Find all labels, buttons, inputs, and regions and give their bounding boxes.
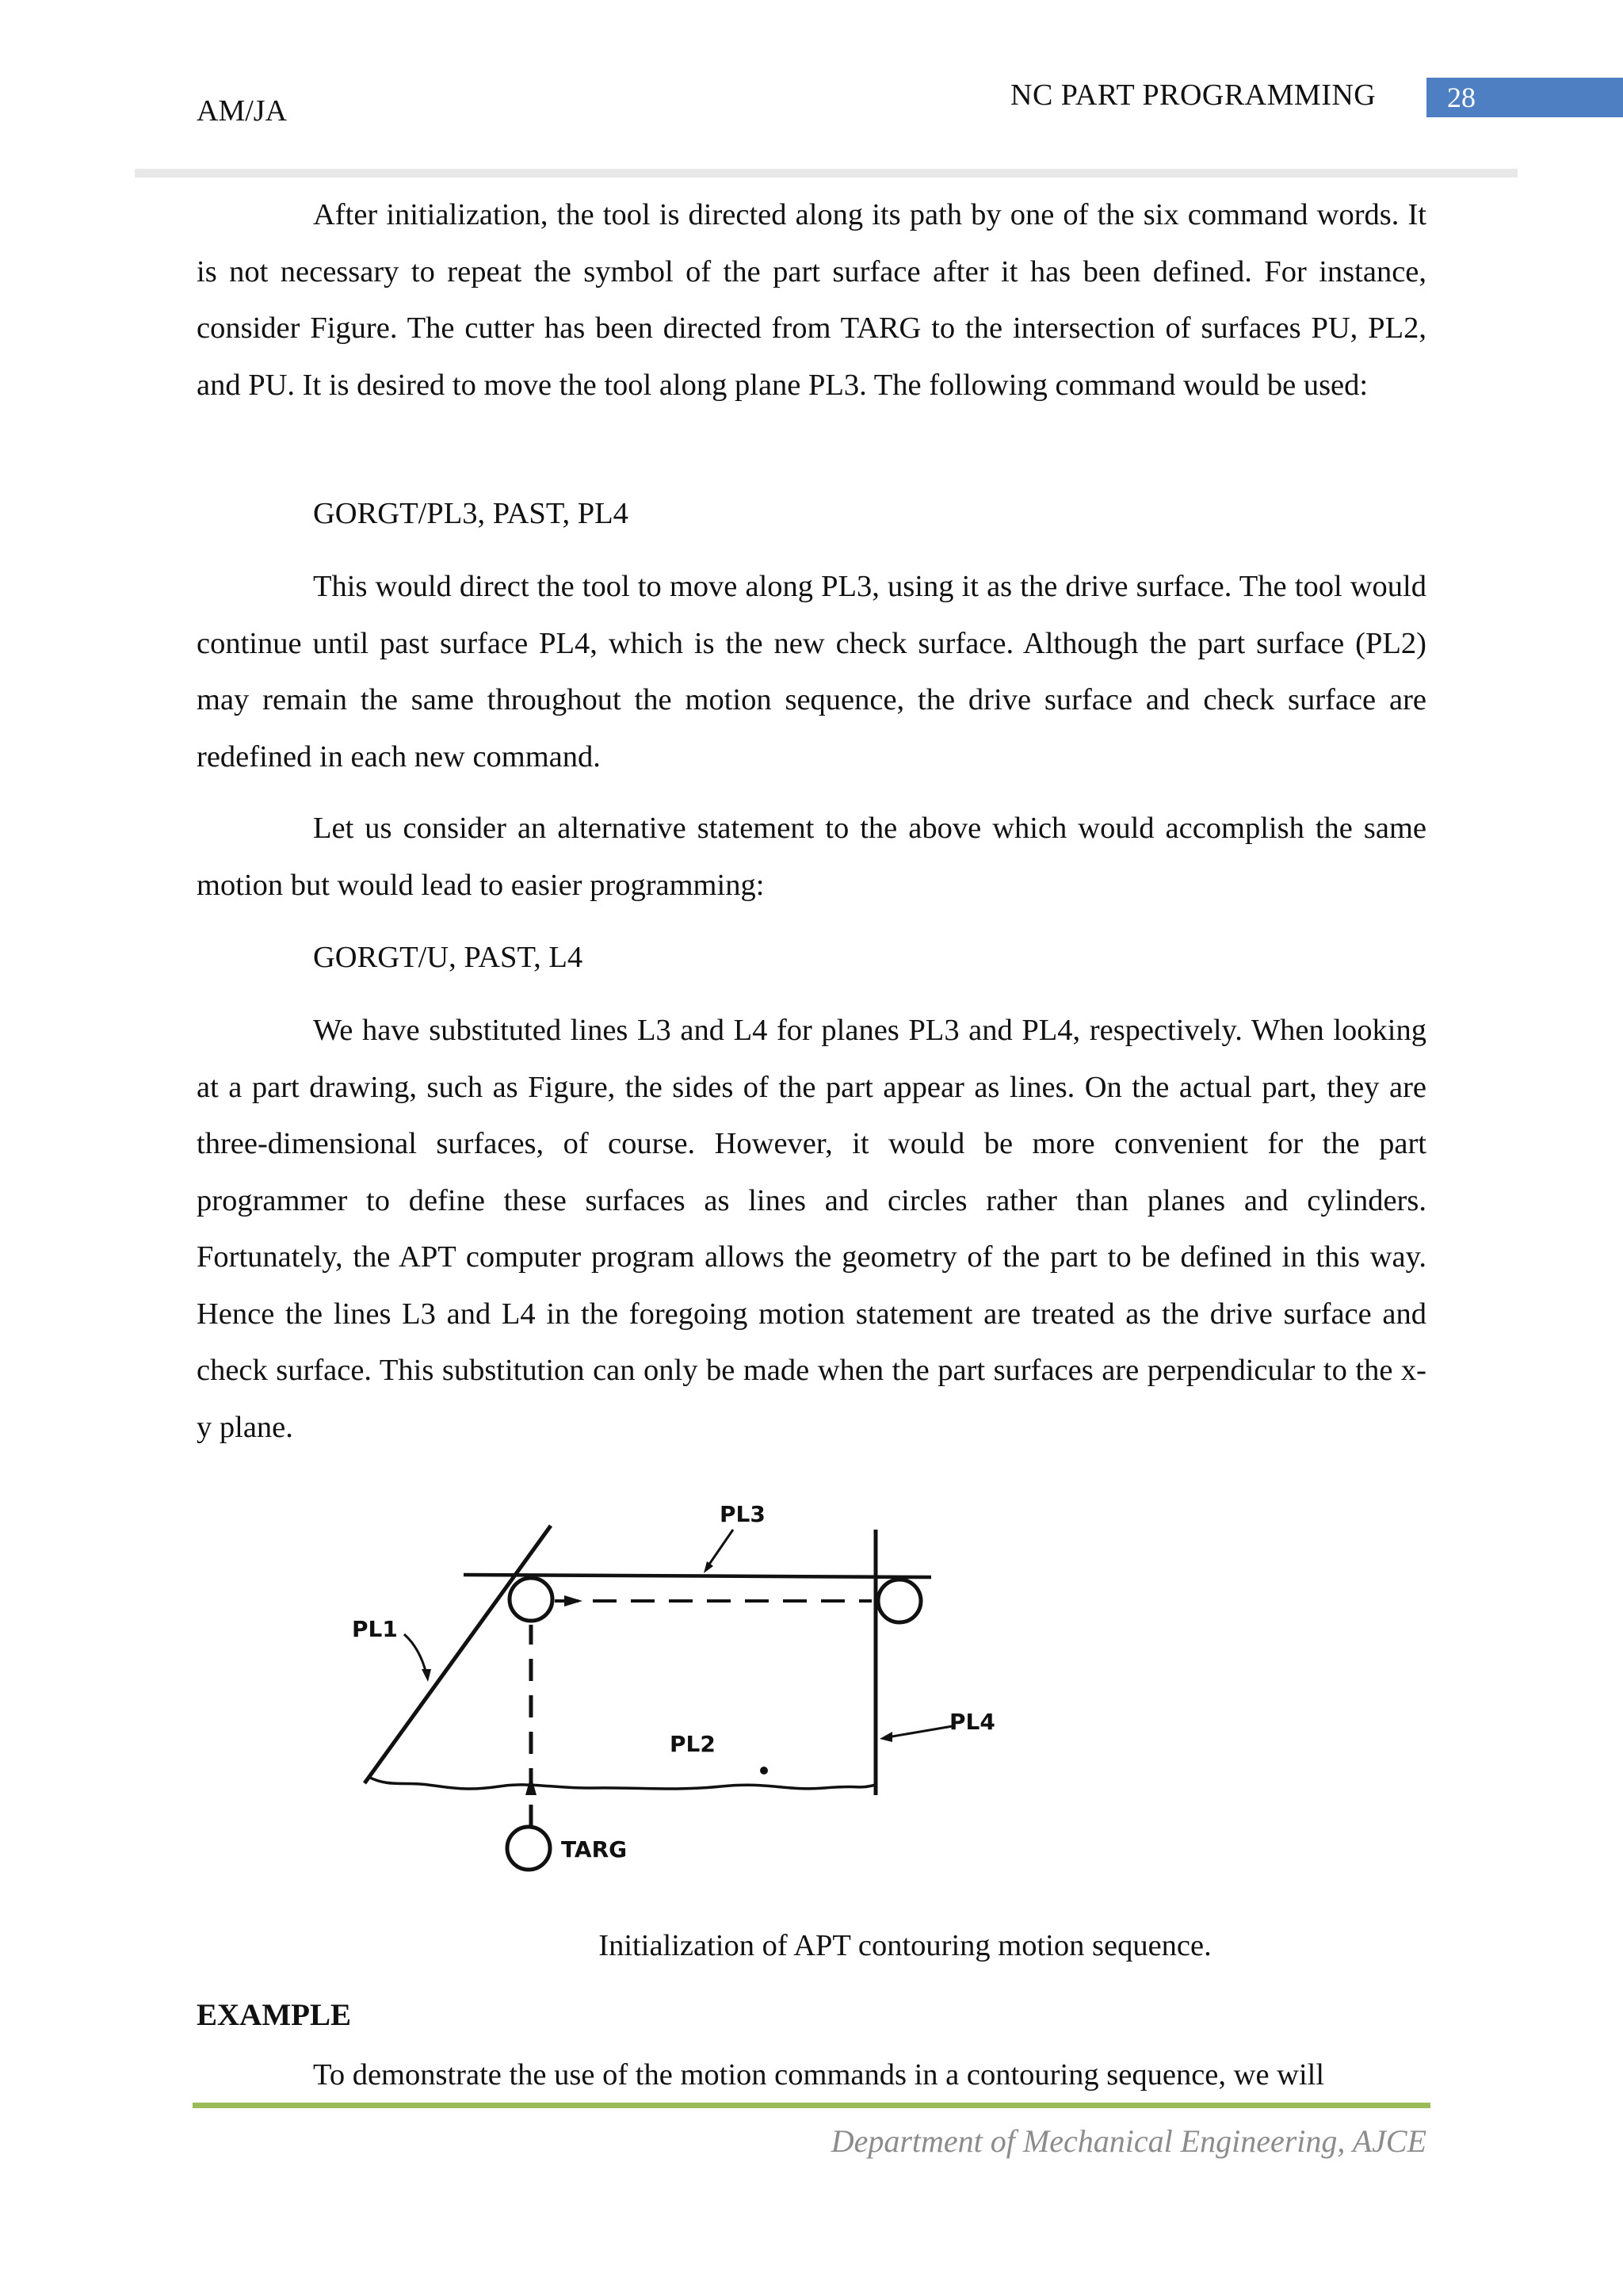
page-number-badge: 28	[1426, 78, 1623, 117]
paragraph-4: We have substituted lines L3 and L4 for planes PL3 and PL4, respectively. When looking at a part drawing, such as Figure, the sides of the part appear as lines. On the actual part, they are three-dimensional surfaces, of course. However, it would be more convenient for the part programmer to define these surfaces as lines and circles rather than planes and cylinders. Fortunately, the APT computer program allows the geometry of the part to be defined in this way. Hence the lines L3 and L4 in the foregoing motion statement are treated as the drive surface and check surface. This substitution can only be made when the part surfaces are perpendicular to the x-y plane.	[197, 1014, 1426, 1444]
header-author: AM/JA	[197, 94, 288, 128]
label-pl1: PL1	[352, 1616, 398, 1642]
pl2-boundary	[369, 1777, 876, 1789]
tool-end-circle	[878, 1580, 921, 1622]
paragraph-1: After initialization, the tool is directed along its path by one of the six command words. It is not necessary to repeat the symbol of the part surface after it has been defined. For instance, consider Figure. The cutter has been directed from TARG to the intersection of surfaces PU, PL2, and PU. It is desired to move the tool along plane PL3. The following command would be used:	[197, 198, 1426, 402]
figure-caption: Initialization of APT contouring motion sequence.	[598, 1929, 1212, 1962]
tool-start-circle	[510, 1578, 552, 1621]
header-title: NC PART PROGRAMMING	[1010, 78, 1377, 112]
paragraph-5: To demonstrate the use of the motion commands in a contouring sequence, we will	[313, 2058, 1325, 2092]
targ-circle	[507, 1827, 550, 1870]
horizontal-path-arrowhead	[564, 1595, 582, 1606]
footer-department: Department of Mechanical Engineering, AJCE	[831, 2123, 1426, 2159]
label-pl2: PL2	[670, 1731, 716, 1757]
label-targ: TARG	[561, 1836, 628, 1862]
example-heading: EXAMPLE	[197, 1998, 351, 2032]
paragraph-2: This would direct the tool to move along PL3, using it as the drive surface. The tool would continue until past surface PL4, which is the new check surface. Although the part surface (PL2) may remain the same throughout the motion sequence, the drive surface and check surface are redefined in each new command.	[197, 570, 1426, 774]
pl2-mark	[760, 1767, 768, 1775]
command-1: GORGT/PL3, PAST, PL4	[313, 497, 628, 530]
paragraph-3: Let us consider an alternative statement to the above which would accomplish the same motion but would lead to easier programming:	[197, 812, 1426, 902]
pl1-line	[365, 1526, 551, 1783]
pl1-leader	[404, 1634, 426, 1674]
footer-divider	[193, 2103, 1430, 2108]
pl3-leader	[707, 1530, 733, 1568]
header-divider	[135, 169, 1518, 178]
label-pl3: PL3	[720, 1501, 766, 1527]
pl4-leader	[888, 1726, 953, 1737]
figure-caption-wrap	[0, 1928, 1623, 1963]
command-2: GORGT/U, PAST, L4	[313, 941, 583, 974]
apt-contouring-figure	[341, 1490, 1022, 1886]
label-pl4: PL4	[949, 1709, 995, 1735]
